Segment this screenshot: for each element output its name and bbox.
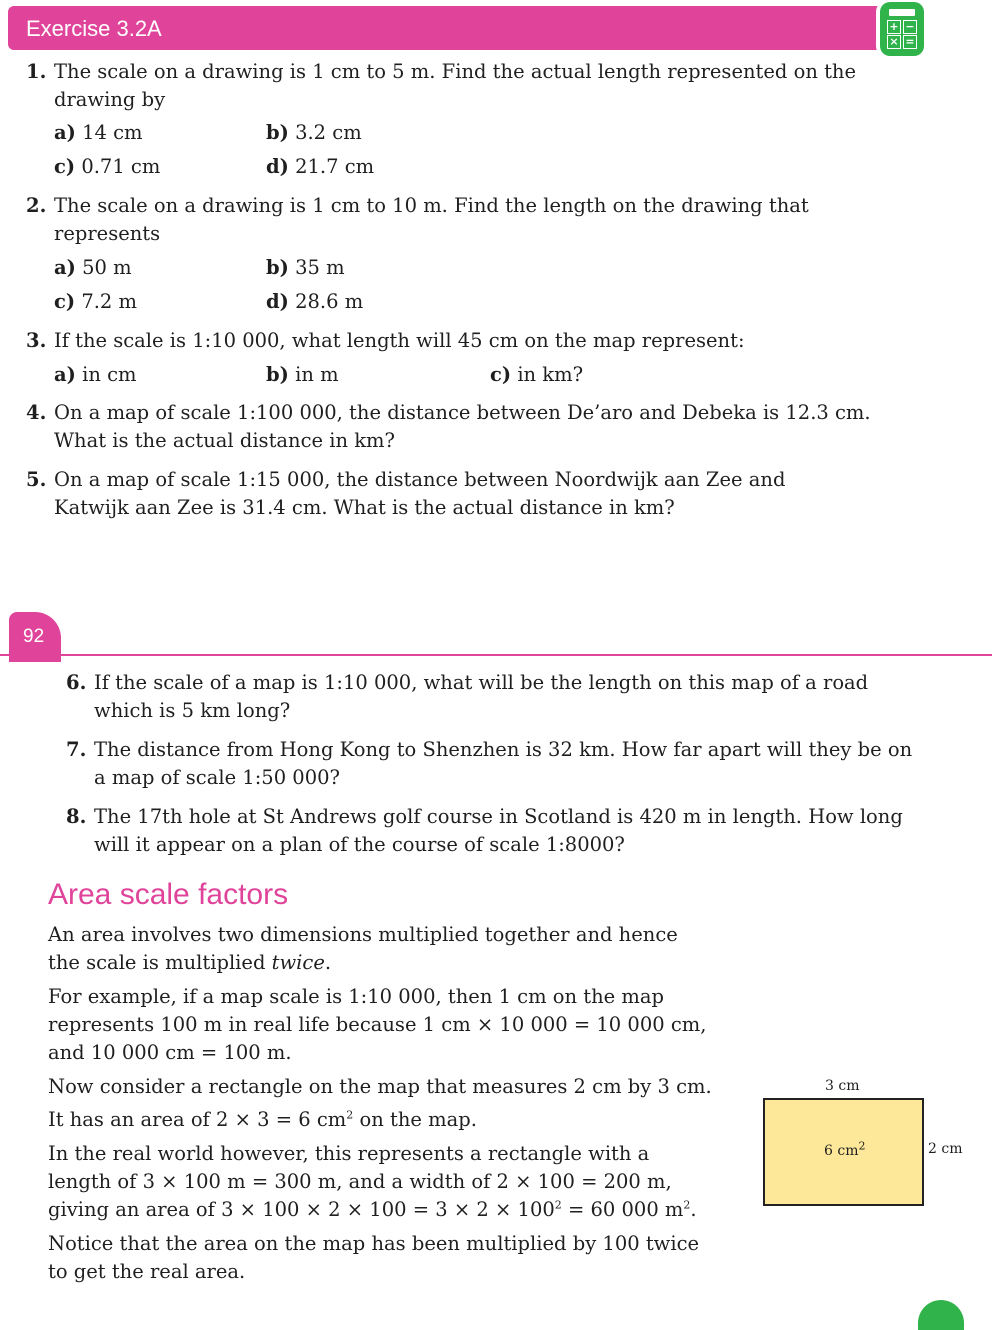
page-number: 92 — [23, 626, 45, 647]
q3-part-b: b) in m — [266, 363, 339, 386]
q3-part-c: c) in km? — [490, 363, 584, 386]
paragraph-3: Now consider a rectangle on the map that measures 2 cm by 3 cm. — [48, 1075, 712, 1098]
q2-part-c: c) 7.2 m — [54, 290, 138, 313]
q2-part-b: b) 35 m — [266, 256, 345, 279]
q1-part-a: a) 14 cm — [54, 121, 143, 144]
rect-side-label: 2 cm — [928, 1141, 963, 1157]
q1-part-c: c) 0.71 cm — [54, 155, 161, 178]
q1-part-d: d) 21.7 cm — [266, 155, 375, 178]
rect-area-label: 6 $cm^2$ — [824, 1139, 866, 1159]
paragraph-2: For example, if a map scale is 1:10 000, then 1 cm on the map represents 100 m in real life because 1 cm × 10 000 = 10 000 cm, and 10 000 cm = 100 m. — [48, 985, 707, 1064]
q2-part-d: d) 28.6 m — [266, 290, 364, 313]
paragraph-5: In the real world however, this represents a rectangle with a length of 3 × 100 m = 300 m, and a width of 2 × 100 = 200 m, giving an area of $3 \times 100 \times 2 \times 100 = 3 \times 2 \times 100^2 = 60$ 000 $m^2$. — [48, 1142, 697, 1221]
paragraph-6: Notice that the area on the map has been multiplied by 100 twice to get the real area. — [48, 1232, 700, 1283]
exercise-banner — [8, 6, 908, 50]
q3-part-a: a) in cm — [54, 363, 137, 386]
section-title: Area scale factors — [48, 878, 289, 911]
rect-top-label: 3 cm — [825, 1078, 860, 1094]
q1-part-b: b) 3.2 cm — [266, 121, 362, 144]
paragraph-1: An area involves two dimensions multiplied together and hence the scale is multiplied twice. — [48, 923, 678, 974]
paragraph-4: It has an area of 2 × 3 = 6 $cm^2$ on the map. — [48, 1108, 477, 1131]
corner-decoration — [918, 1300, 964, 1330]
calculator-icon: + − × = — [876, 0, 928, 58]
exercise-title: Exercise 3.2A — [26, 16, 162, 41]
q2-part-a: a) 50 m — [54, 256, 132, 279]
page-divider — [0, 654, 992, 656]
